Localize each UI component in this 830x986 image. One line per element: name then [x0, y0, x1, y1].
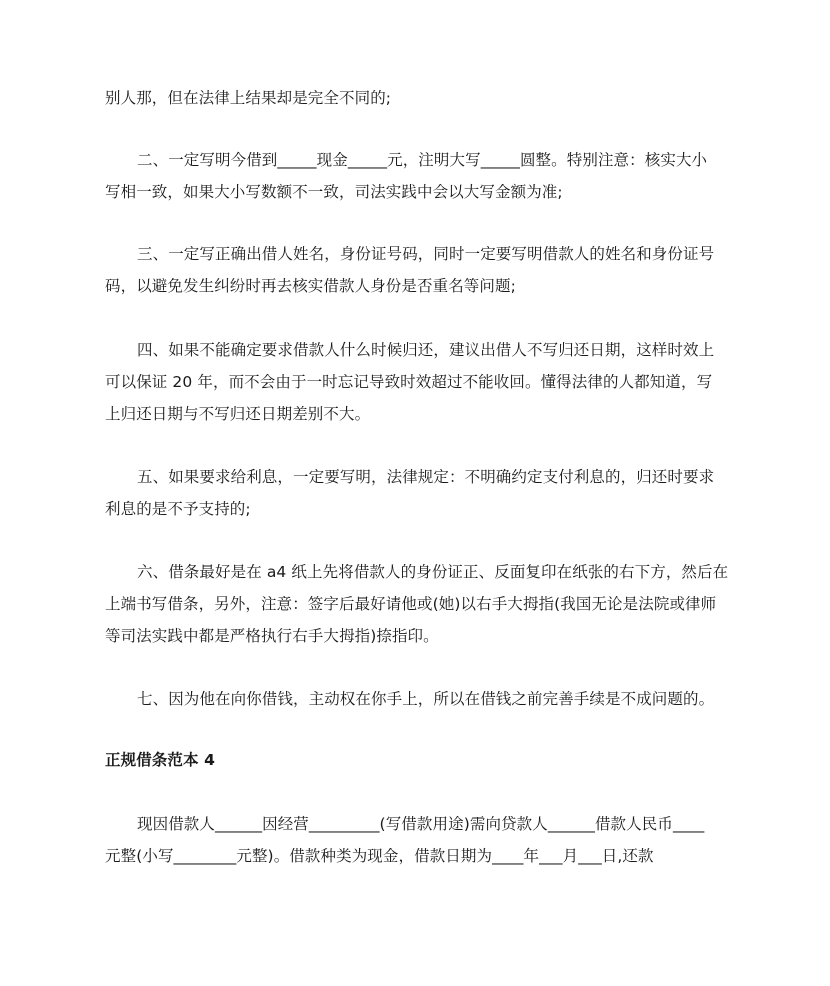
paragraph-line: 元整(小写________元整)。借款种类为现金，借款日期为____年___月___日,还款 [105, 847, 654, 865]
paragraph-line: 等司法实践中都是严格执行右手大拇指)捺指印。 [105, 627, 439, 645]
paragraph-line: 上端书写借条，另外，注意：签字后最好请他或(她)以右手大拇指(我国无论是法院或律师 [105, 595, 717, 613]
paragraph-line: 写相一致，如果大小写数额不一致，司法实践中会以大写金额为准; [105, 183, 563, 201]
paragraph-line: 上归还日期与不写归还日期差别不大。 [105, 405, 371, 423]
paragraph-line: 利息的是不予支持的; [105, 500, 251, 518]
paragraph-line: 四、如果不能确定要求借款人什么时候归还，建议出借人不写归还日期，这样时效上 [137, 341, 715, 359]
paragraph-line: 六、借条最好是在 a4 纸上先将借款人的身份证正、反面复印在纸张的右下方，然后在 [137, 563, 729, 581]
paragraph-line: 现因借款人______因经营_________(写借款用途)需向贷款人______借款人民币____ [137, 815, 705, 833]
paragraph-line: 七、因为他在向你借钱，主动权在你手上，所以在借钱之前完善手续是不成问题的。 [137, 690, 715, 708]
paragraph-line: 二、一定写明今借到_____现金_____元，注明大写_____圆整。特别注意：核实大小 [137, 151, 708, 169]
paragraph-line: 码，以避免发生纠纷时再去核实借款人身份是否重名等问题; [105, 277, 516, 295]
section-heading: 正规借条范本 4 [105, 751, 215, 769]
paragraph-line: 三、一定写正确出借人姓名，身份证号码，同时一定要写明借款人的姓名和身份证号 [137, 245, 715, 263]
paragraph-line: 五、如果要求给利息，一定要写明，法律规定：不明确约定支付利息的，归还时要求 [137, 468, 715, 486]
paragraph-line: 别人那，但在法律上结果却是完全不同的; [105, 89, 392, 107]
paragraph-line: 可以保证 20 年，而不会由于一时忘记导致时效超过不能收回。懂得法律的人都知道，写 [105, 373, 713, 391]
